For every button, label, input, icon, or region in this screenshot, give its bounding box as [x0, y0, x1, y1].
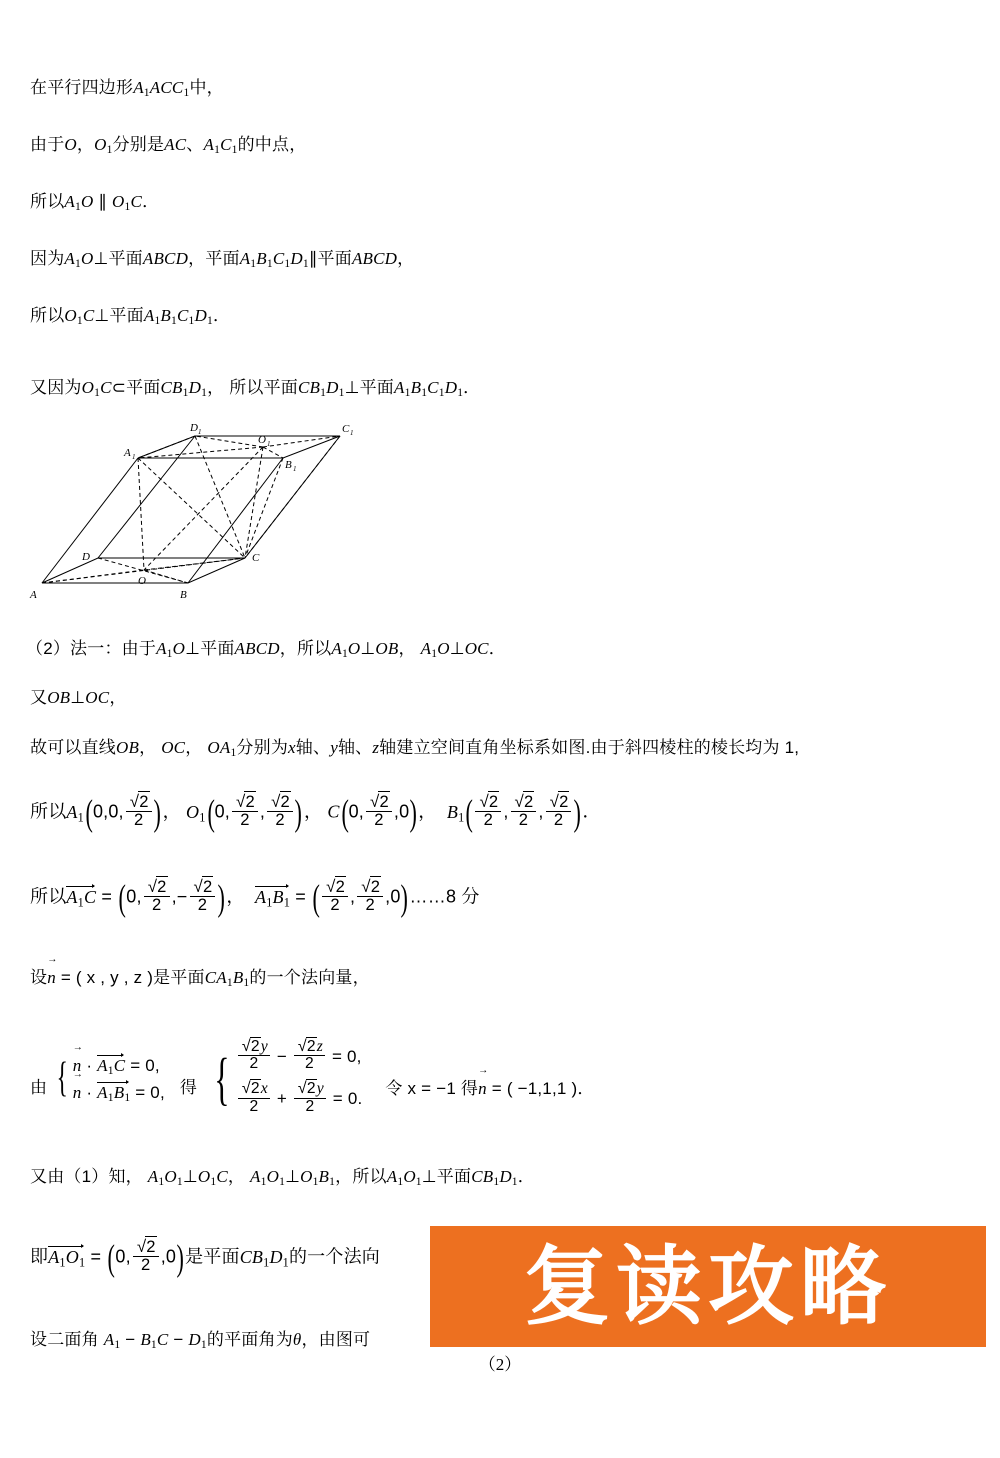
line6-c: ，: [207, 378, 225, 397]
line5-c: ．: [213, 306, 231, 325]
line7-f: ，: [398, 639, 416, 658]
line9-c: ，: [185, 738, 203, 757]
line5-b: ⊥平面: [94, 306, 144, 325]
line4-d: 平面: [205, 249, 240, 268]
x-assignment: x = −1: [407, 1079, 456, 1099]
line7-b: ⊥平面: [185, 639, 235, 658]
vector-A1O1: ( 0, $\frac{√2}{2}$ ,0 ): [106, 1240, 185, 1276]
line9-b: ，: [139, 738, 157, 757]
line14-f: 所以: [352, 1167, 387, 1186]
line7-h: ．: [488, 639, 506, 658]
line1-prefix: 在平行四边形: [30, 78, 134, 97]
page-number: （2）: [478, 1355, 522, 1374]
line6-a: 又因为: [30, 378, 82, 397]
line12-b: 是平面: [153, 968, 205, 987]
line7-d: 所以: [296, 639, 332, 658]
line16-a: 设二面角: [30, 1330, 99, 1349]
normal-vector-value: ( −1,1,1 ): [506, 1079, 578, 1099]
line14-c: ，: [227, 1167, 246, 1186]
figure-label-C: C: [252, 552, 260, 564]
line5-a: 所以: [30, 306, 65, 325]
text-line-4: 因为$A_1O\perp$平面ABCD，平面$A_1B_1C_1D_1\parallel$平面ABCD，: [30, 249, 415, 271]
line2-e: 的中点，: [237, 135, 307, 154]
figure-label-B: B: [180, 589, 187, 601]
line14-e: ，: [335, 1167, 353, 1186]
line16-c: ，由图可: [301, 1330, 371, 1349]
line14-d: ⊥: [285, 1167, 301, 1186]
vector-A1C: ( 0, $\frac{√2}{2}$ ,− $\frac{√2}{2}$ ): [117, 880, 226, 916]
svg-text:1: 1: [267, 440, 271, 448]
figure-label-A: A: [30, 589, 37, 601]
text-line-13-system: [30, 1040, 595, 1117]
line4-e: ∥平面: [308, 249, 352, 268]
line13-c: 令: [385, 1079, 403, 1099]
text-line-10-coordinates: 所以$A_1$ ( 0,0, $\frac{√2}{2}$ ) ， $O_1$ ( 0, $\frac{√2}{2}$ , $\frac{√2}{2}$ ) ， C ( 0, $\frac{√2}{2}$ ,0 ) ， $B_1$ ( $\frac{√2}{2}$ , $\frac{√2}{2}$ , $\frac{√2}{2}$ ) ．: [30, 795, 601, 831]
text-line-5: 所以$O_1C\perp$平面$A_1B_1C_1D_1$．: [30, 306, 231, 328]
line6-e: ⊥平面: [344, 378, 395, 397]
line10-a: 所以: [30, 801, 67, 822]
line14-b: ⊥: [182, 1167, 198, 1186]
coord-O1: ( 0, $\frac{√2}{2}$ , $\frac{√2}{2}$ ): [206, 795, 304, 831]
line4-a: 因为: [30, 249, 65, 268]
text-line-14: 又由（1）知， $A_1O_1\perp O_1C$， $A_1O_1\perp O_1B_1$，所以$A_1O_1\perp$平面$CB_1D_1$．: [30, 1167, 535, 1189]
svg-text:1: 1: [293, 465, 297, 473]
line9-e: 轴、: [295, 738, 331, 757]
line8-c: ，: [109, 688, 127, 707]
figure-label-C1: C: [342, 423, 350, 435]
line8-a: 又: [30, 688, 48, 707]
line9-a: 故可以直线: [30, 738, 116, 757]
line13-b: 得: [179, 1077, 198, 1097]
text-line-2: 由于O，$O_1$分别是AC、$A_1C_1$的中点，: [30, 135, 307, 157]
line15-b: 是平面: [185, 1246, 240, 1267]
line4-c: ，: [188, 249, 206, 268]
text-line-6: 又因为$O_1C\subset$平面$CB_1D_1$， 所以平面$CB_1D_1\perp$平面$A_1B_1C_1D_1$．: [30, 378, 481, 400]
line12-c: 的一个法向量，: [249, 968, 370, 987]
text-line-3: 所以$A_1O$ ∥ $O_1C$．: [30, 192, 160, 214]
line9-f: 轴、: [337, 738, 373, 757]
line3-c: ．: [142, 192, 160, 211]
coord-C: ( 0, $\frac{√2}{2}$ ,0 ): [340, 795, 419, 831]
text-line-15: 即$A_1O_1$ = ( 0, $\frac{√2}{2}$ ,0 ) 是平面$CB_1D_1$的一个法向: [30, 1240, 380, 1276]
figure-label-O: O: [138, 575, 146, 587]
line15-c: 的一个法向: [288, 1246, 380, 1267]
line16-b: 的平面角为: [206, 1330, 293, 1349]
line14-g: ⊥平面: [421, 1167, 472, 1186]
line9-g: 轴建立空间直角坐标系如图.由于斜四棱柱的棱长均为 1,: [379, 738, 800, 757]
watermark-banner: [430, 1226, 986, 1347]
text-line-12: 设n → = ( x , y , z )是平面$CA_1B_1$的一个法向量，: [30, 965, 370, 990]
vector-A1B1: ( $\frac{√2}{2}$ , $\frac{√2}{2}$ ,0 ): [311, 880, 409, 916]
line6-b: ⊂平面: [111, 378, 161, 397]
coord-A1: ( 0,0, $\frac{√2}{2}$ ): [84, 795, 163, 831]
line14-a: 又由（1）知，: [30, 1167, 143, 1186]
watermark-text: 复读攻略: [524, 1238, 892, 1335]
equation-system-right: { $\frac{√2y}{2}$ − $\frac{√2z}{2}$ = 0, $\frac{√2x}{2}$ + $\frac{√2y}{2}$ = 0.: [214, 1038, 363, 1115]
line2-b: ，: [76, 135, 95, 154]
line8-b: ⊥: [70, 688, 86, 707]
equation-system-left: { n → · $A_1C = 0$, n → · $A_1B_1 = 0$,: [52, 1052, 165, 1106]
figure-label-O1: O: [258, 434, 266, 446]
line13-conclusion: 令 x = −1 得n → = ( −1,1,1 )．: [367, 1058, 594, 1099]
line1-suffix: 中，: [189, 78, 224, 97]
line7-e: ⊥: [360, 639, 376, 658]
text-line-11-vectors: 所以$A_1C$ = ( 0, $\frac{√2}{2}$ ,− $\frac{√2}{2}$ ) ， $A_1B_1$ = ( $\frac{√2}{2}$ , $\frac{√2}{2}$ ,0 ) ……8 分: [30, 880, 480, 916]
text-line-1: 在平行四边形$A_1ACC_1$中，: [30, 78, 224, 100]
line9-d: 分别为: [236, 738, 289, 757]
line11-a: 所以: [30, 886, 67, 907]
line14-h: ．: [517, 1167, 535, 1186]
line7-c: ，: [279, 639, 297, 658]
line13-d: 得: [460, 1079, 479, 1099]
line13-a: 由: [30, 1077, 48, 1097]
line13-e: ．: [577, 1079, 595, 1099]
line7-g: ⊥: [449, 639, 465, 658]
line2-a: 由于: [30, 135, 65, 154]
line4-f: ，: [397, 249, 415, 268]
figure-label-B1: B: [285, 459, 292, 471]
line7-a: （2）法一：由于: [26, 639, 157, 658]
text-line-7: （2）法一：由于$A_1O\perp$平面ABCD，所以$A_1O\perp OB$， $A_1O\perp OC$．: [26, 639, 506, 661]
text-line-9: 故可以直线OB， OC， $OA_1$分别为x轴、y轴、z轴建立空间直角坐标系如图.由于斜四棱柱的棱长均为 1,: [30, 738, 800, 760]
figure-label-D: D: [82, 551, 90, 563]
score-annotation: ……8 分: [409, 886, 480, 907]
svg-text:1: 1: [198, 428, 202, 436]
line15-a: 即: [30, 1246, 49, 1267]
text-line-8: 又OB⊥OC，: [30, 688, 127, 707]
normal-vector-def: = ( x , y , z ): [60, 968, 154, 987]
figure-label-D1: D: [190, 422, 198, 434]
figure-label-A1: A: [124, 447, 131, 459]
text-line-16: 设二面角 $A_1 - B_1C - D_1$的平面角为θ，由图可: [30, 1330, 371, 1352]
line3-b: ∥: [98, 192, 108, 211]
line12-a: 设: [30, 968, 48, 987]
line3-a: 所以: [30, 192, 65, 211]
line4-b: ⊥平面: [93, 249, 143, 268]
svg-text:1: 1: [132, 453, 136, 461]
line2-c: 分别是: [112, 135, 165, 154]
coord-B1: ( $\frac{√2}{2}$ , $\frac{√2}{2}$ , $\frac{√2}{2}$ ): [464, 795, 582, 831]
line2-d: 、: [186, 135, 204, 154]
line6-d: 所以平面: [229, 378, 299, 397]
svg-text:1: 1: [350, 429, 354, 437]
line6-f: ．: [463, 378, 481, 397]
geometry-figure: [20, 418, 420, 608]
